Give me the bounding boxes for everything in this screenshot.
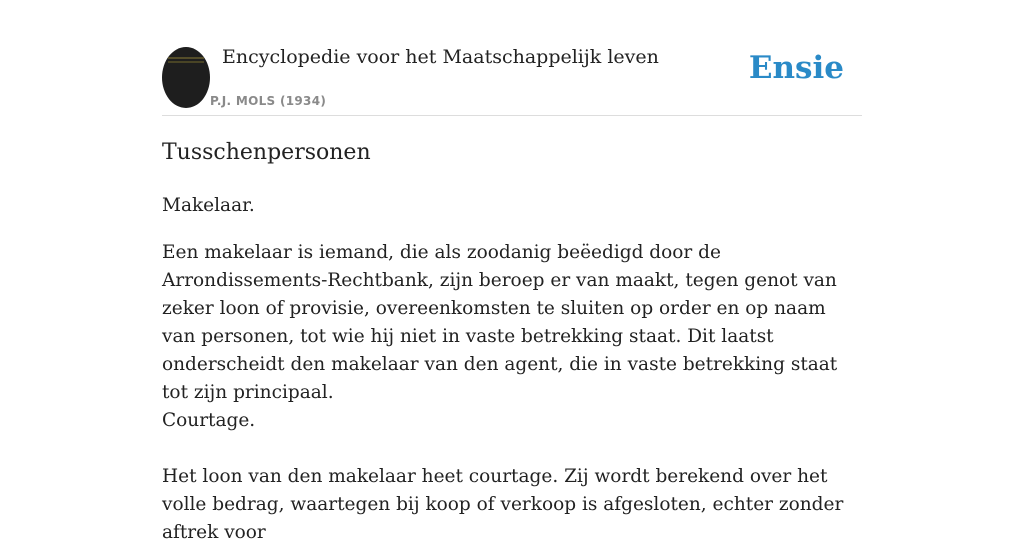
article-title: Tusschenpersonen	[162, 140, 371, 165]
brand-logo[interactable]: Ensie	[748, 50, 844, 86]
paragraph-subheading: Makelaar.	[162, 195, 255, 216]
paragraph-subheading: Courtage.	[162, 410, 256, 431]
paragraph-body: Een makelaar is iemand, die als zoodanig beëedigd door de Arrondissements-Rechtbank, zijn beroep er van maakt, tegen genot van zeker loon of provisie, overeenkomsten te sluiten op order en op naam van personen, tot wie hij niet in vaste betrekking staat. Dit laatst onderscheidt den makelaar van den agent, die in vaste betrekking staat tot zijn principaal.	[162, 242, 838, 403]
cover-decoration	[168, 57, 204, 59]
paragraph-body: Het loon van den makelaar heet courtage. Zij wordt berekend over het volle bedrag, waartegen bij koop of verkoop is afgesloten, echter zonder aftrek voor	[162, 466, 844, 543]
author-label: P.J. MOLS (1934)	[210, 94, 327, 108]
header	[162, 0, 862, 116]
book-cover-image[interactable]	[162, 47, 210, 108]
book-title[interactable]: Encyclopedie voor het Maatschappelijk leven	[222, 46, 659, 68]
page-container	[162, 0, 862, 543]
